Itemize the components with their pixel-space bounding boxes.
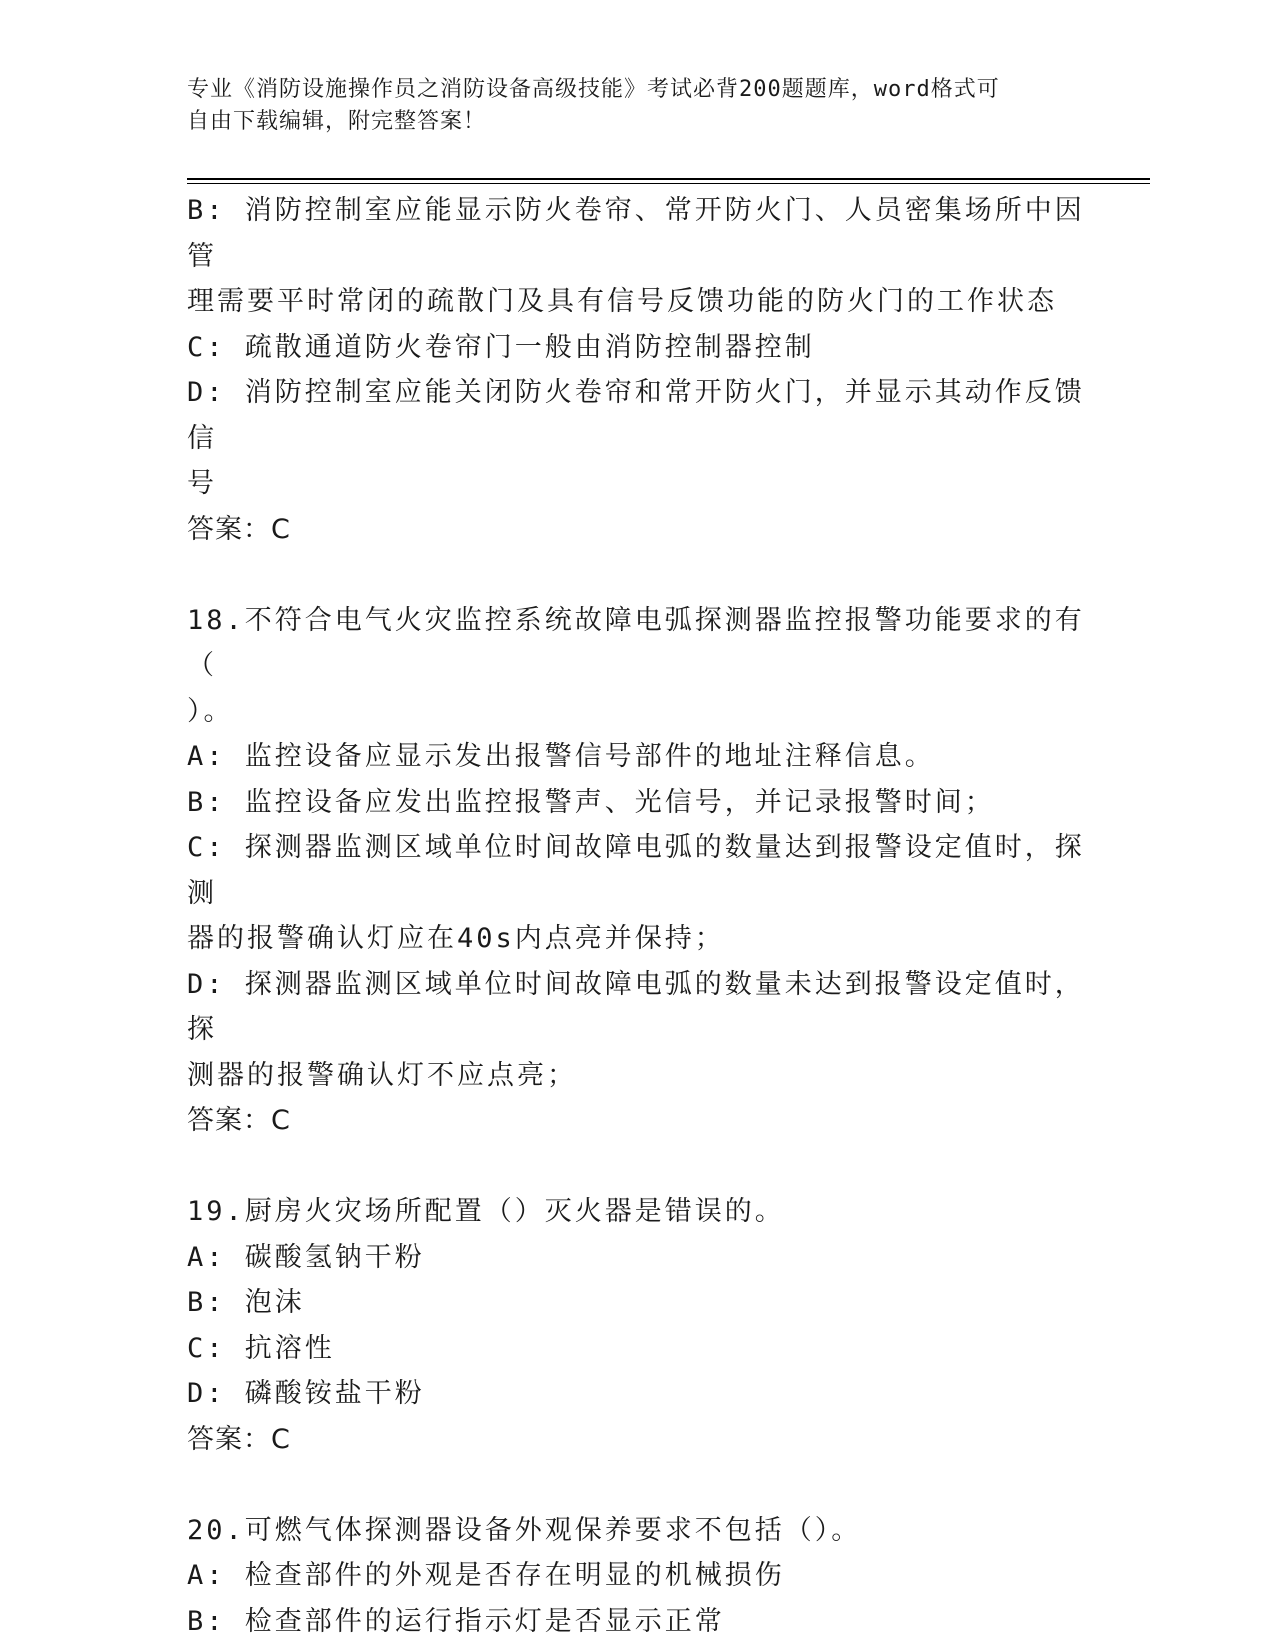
spacer [187,1144,1087,1190]
option-b-line-2: 理需要平时常闭的疏散门及具有信号反馈功能的防火门的工作状态 [187,286,1057,317]
question-stem-line-2: ）。 [187,695,234,727]
question-stem: 20.可燃气体探测器设备外观保养要求不包括（）。 [187,1514,862,1546]
option-c-line-2: 器的报警确认灯应在40s内点亮并保持； [187,923,725,954]
option-b-line-1: B: 消防控制室应能显示防火卷帘、常开防火门、人员密集场所中因管 [187,195,1085,272]
option-a: A: 监控设备应显示发出报警信号部件的地址注释信息。 [187,741,935,772]
spacer [187,1462,1087,1508]
question-20 [187,1508,1087,1645]
option-b: B: 监控设备应发出监控报警声、光信号，并记录报警时间； [187,786,995,818]
header-line-1: 专业《消防设施操作员之消防设备高级技能》考试必背200题题库，word格式可 [187,77,1000,102]
answer: 答案：C [187,513,291,545]
option-c-line-1: C: 探测器监测区域单位时间故障电弧的数量达到报警设定值时，探测 [187,832,1085,909]
answer: 答案：C [187,1105,291,1136]
question-19 [187,1189,1087,1462]
option-a: A: 检查部件的外观是否存在明显的机械损伤 [187,1560,785,1591]
question-17 [187,188,1087,552]
question-stem-line-1: 18.不符合电气火灾监控系统故障电弧探测器监控报警功能要求的有（ [187,604,1085,681]
option-b: B: 泡沫 [187,1287,305,1318]
header-line-2: 自由下载编辑，附完整答案！ [187,109,487,134]
option-d-line-2: 测器的报警确认灯不应点亮； [187,1059,577,1091]
header-divider-thin [187,183,1150,184]
option-d-line-1: D: 消防控制室应能关闭防火卷帘和常开防火门，并显示其动作反馈信 [187,377,1085,454]
option-d-line-1: D: 探测器监测区域单位时间故障电弧的数量未达到报警设定值时，探 [187,968,1085,1045]
document-header [187,74,1067,138]
option-c: C: 抗溶性 [187,1332,335,1364]
option-c: C: 疏散通道防火卷帘门一般由消防控制器控制 [187,331,815,363]
question-list [187,188,1087,1644]
option-d: D: 磷酸铵盐干粉 [187,1378,425,1409]
option-a: A: 碳酸氢钠干粉 [187,1241,425,1273]
header-divider [187,178,1150,180]
option-b: B: 检查部件的运行指示灯是否显示正常 [187,1605,725,1637]
spacer [187,552,1087,598]
option-d-line-2: 号 [187,468,217,499]
question-18 [187,598,1087,1144]
question-stem: 19.厨房火灾场所配置（）灭火器是错误的。 [187,1196,785,1227]
answer: 答案：C [187,1423,291,1455]
